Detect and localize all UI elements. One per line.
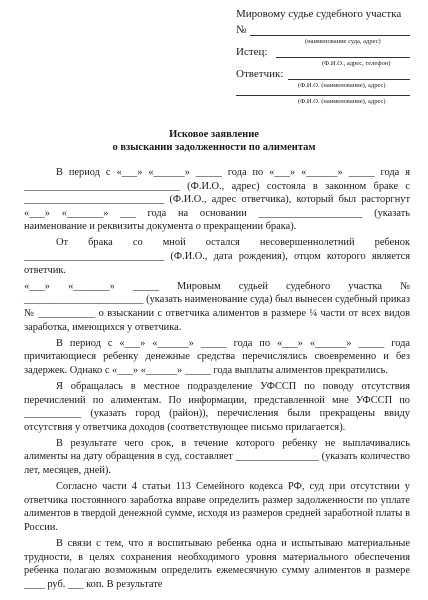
- defendant-label: Ответчик:: [236, 68, 284, 80]
- plaintiff-caption: (Ф.И.О., адрес, телефон): [322, 60, 391, 67]
- defendant-caption-2: (Ф.И.О. (наименование), адрес): [298, 98, 386, 105]
- paragraph-child: От брака со мной остался несовершеннолетний ребенок ___________________________ (Ф.И.О., дата рождения), отцом которого является ответчик.: [24, 237, 410, 276]
- court-addressee: Мировому судье судебного участка: [236, 8, 402, 20]
- court-number-prefix: №: [236, 24, 247, 36]
- defendant-line-1: [288, 79, 410, 80]
- paragraph-amount: В связи с тем, что я воспитываю ребенка одна и испытываю материальные трудности, в целях сохранения необходимого уровня материального обеспечения ребенка полагаю возможным определить ежемесячную сумму алиментов в размере ____ руб. ___ коп. В результате: [24, 537, 410, 590]
- paragraph-bailiffs: Я обращалась в местное подразделение УФССП по поводу отсутствия перечислений по алиментам. По информации, представленной мне УФССП по ___________ (указать город (район)), перечисления были прекращены ввиду отсутствия у ответчика доходов (соответствующее письмо прилагается).: [24, 380, 410, 433]
- paragraph-payments: В период с «___» «______» _____ года по «___» «______» _____ года причитающиеся ребенку денежные средства перечислялись своевременно и без задержек. Однако с «___» «______» _____ года выплаты алиментов прекратились.: [24, 337, 410, 376]
- court-caption: (наименование суда, адрес): [305, 38, 381, 45]
- paragraph-court-order: «___» «_______» _____ Мировым судьей судебного участка № _______________________ (указать наименование суда) был вынесен судебный приказ № ___________ о взыскании с ответчика алиментов в размере ¼ части от всех видов заработка, имеющихся у ответчика.: [24, 280, 410, 333]
- paragraph-period: В результате чего срок, в течение которого ребенку не выплачивались алименты на дату обращения в суд, составляет ________________ (указать количество лет, месяцев, дней).: [24, 437, 410, 476]
- defendant-line-2: [236, 95, 410, 96]
- document-title: Исковое заявление: [169, 129, 259, 140]
- document-subtitle: о взыскании задолженности по алиментам: [112, 142, 316, 153]
- paragraph-marriage: В период с «___» «______» _____ года по «___» «______» _____ года я ______________________________ (Ф.И.О., адрес) состояла в законном браке с ___________________________ (Ф.И.О., адрес ответчика), который был расторгнут «___» «_______» ___ года на основании ____________________ (указать наименование и реквизиты документа о прекращении брака).: [24, 167, 410, 233]
- plaintiff-line: [276, 57, 410, 58]
- claim-body: [24, 166, 410, 594]
- court-number-line: [250, 35, 410, 36]
- plaintiff-label: Истец:: [236, 46, 268, 58]
- defendant-caption-1: (Ф.И.О. (наименование), адрес): [298, 82, 386, 89]
- paragraph-law: Согласно части 4 статьи 113 Семейного кодекса РФ, суд при отсутствии у ответчика постоянного заработка вправе определить размер задолженности по уплате алиментов в твердой денежной сумме, исходя из размеров средней заработной платы в России.: [24, 481, 410, 533]
